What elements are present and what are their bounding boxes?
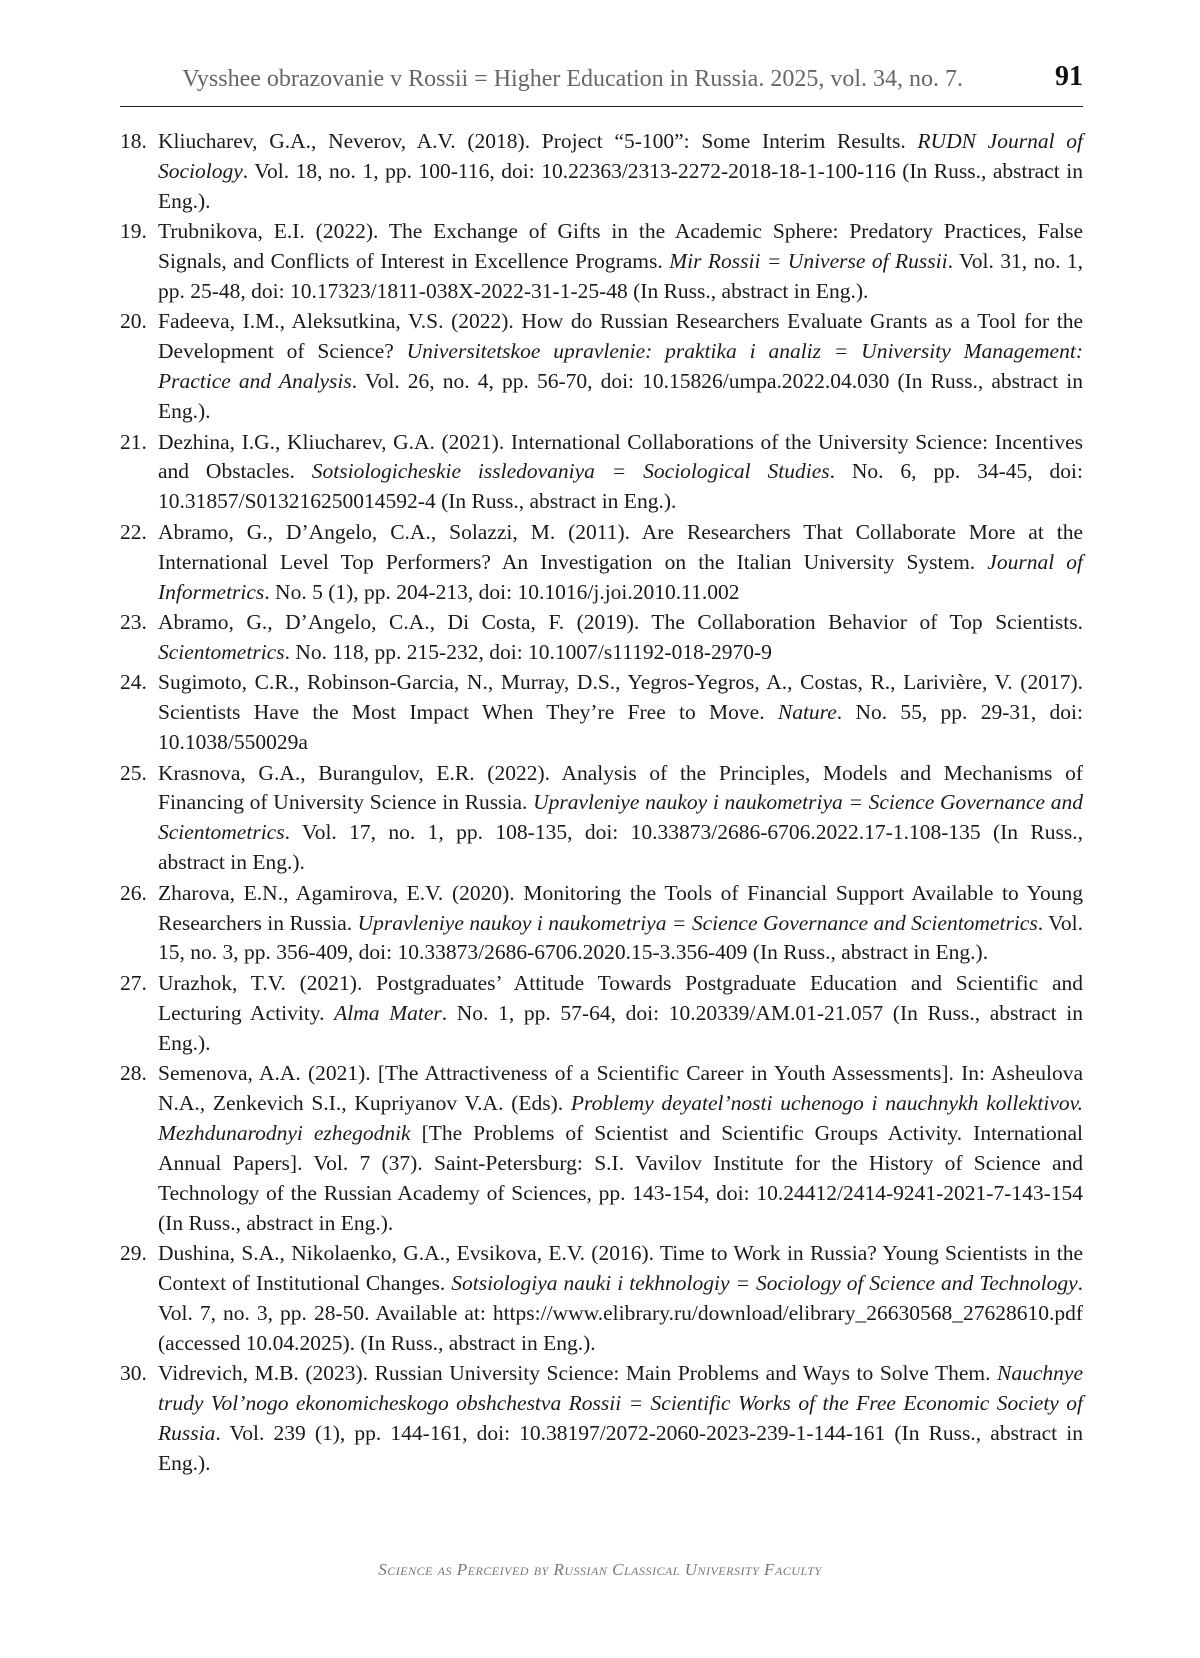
reference-source-title: Sotsiologicheskie issledovaniya = Sociological Studies	[311, 459, 830, 484]
running-header	[120, 58, 1083, 107]
reference-item	[120, 428, 1083, 518]
reference-details: . Vol. 18, no. 1, pp. 100-116, doi: 10.22363/2313-2272-2018-18-1-100-116 (In Russ., abstract in Eng.).	[158, 158, 1083, 213]
reference-details: . No. 55, pp. 29-31, doi: 10.1038/550029a	[158, 700, 1083, 755]
reference-source-title: Mir Rossii = Universe of Russii	[669, 249, 948, 274]
reference-item	[120, 608, 1083, 668]
reference-number: 29.	[120, 1241, 147, 1266]
reference-item	[120, 217, 1083, 307]
reference-item	[120, 1359, 1083, 1479]
reference-item	[120, 759, 1083, 879]
reference-list	[120, 127, 1083, 1479]
reference-number: 28.	[120, 1061, 147, 1086]
reference-text: Vidrevich, M.B. (2023). Russian University Science: Main Problems and Ways to Solve Them.	[158, 1361, 998, 1386]
reference-source-title: Nature	[777, 700, 837, 725]
reference-details: . No. 6, pp. 34-45, doi: 10.31857/S013216250014592-4 (In Russ., abstract in Eng.).	[158, 459, 1083, 514]
reference-text: Zharova, E.N., Agamirova, E.V. (2020). Monitoring the Tools of Financial Support Available to Young Researchers in Russia.	[158, 880, 1083, 935]
reference-number: 21.	[120, 429, 147, 454]
reference-text: Urazhok, T.V. (2021). Postgraduates’ Attitude Towards Postgraduate Education and Scientific and Lecturing Activity.	[158, 970, 1083, 1025]
reference-number: 18.	[120, 129, 147, 153]
reference-source-title: Scientometrics	[158, 639, 285, 664]
reference-item	[120, 518, 1083, 608]
reference-source-title: Universitetskoe upravlenie: praktika i analiz = University Management: Practice and Analysis	[158, 339, 1083, 394]
reference-details: . Vol. 17, no. 1, pp. 108-135, doi: 10.33873/2686-6706.2022.17-1.108-135 (In Russ., abstract in Eng.).	[158, 820, 1083, 875]
reference-text: Kliucharev, G.A., Neverov, A.V. (2018). Project “5-100”: Some Interim Results.	[158, 129, 918, 153]
reference-item	[120, 307, 1083, 427]
reference-item	[120, 879, 1083, 969]
reference-number: 23.	[120, 610, 147, 634]
reference-details: . No. 1, pp. 57-64, doi: 10.20339/AM.01-21.057 (In Russ., abstract in Eng.).	[158, 1000, 1083, 1055]
reference-number: 20.	[120, 309, 147, 334]
reference-details: . Vol. 31, no. 1, pp. 25-48, doi: 10.17323/1811-038X-2022-31-1-25-48 (In Russ., abstract in Eng.).	[158, 249, 1083, 304]
reference-text: Semenova, A.A. (2021). [The Attractiveness of a Scientific Career in Youth Assessments]. In: Asheulova N.A., Zenkevich S.I., Kupriyanov V.A. (Eds).	[158, 1061, 1083, 1115]
reference-source-title: Alma Mater	[334, 1000, 442, 1025]
reference-source-title: Problemy deyatel’nosti uchenogo i nauchnykh kollektivov. Mezhdunarodnyi ezhegodnik	[158, 1091, 1083, 1145]
reference-item	[120, 1239, 1083, 1359]
reference-source-title: RUDN Journal of Sociology	[158, 129, 1083, 183]
reference-details: . No. 5 (1), pp. 204-213, doi: 10.1016/j.joi.2010.11.002	[264, 579, 740, 604]
reference-details: . Vol. 15, no. 3, pp. 356-409, doi: 10.33873/2686-6706.2020.15-3.356-409 (In Russ., abstract in Eng.).	[158, 910, 1083, 965]
reference-item	[120, 1059, 1083, 1238]
reference-source-title: Upravleniye naukoy i naukometriya = Science Governance and Scientometrics	[158, 790, 1083, 845]
reference-text: Dushina, S.A., Nikolaenko, G.A., Evsikova, E.V. (2016). Time to Work in Russia? Young Scientists in the Context of Institutional Changes.	[158, 1241, 1083, 1295]
reference-details: . Vol. 26, no. 4, pp. 56-70, doi: 10.15826/umpa.2022.04.030 (In Russ., abstract in Eng.).	[158, 369, 1083, 424]
reference-text: Trubnikova, E.I. (2022). The Exchange of Gifts in the Academic Sphere: Predatory Practices, False Signals, and Conflicts of Interest in Excellence Programs.	[158, 219, 1083, 274]
reference-text: Dezhina, I.G., Kliucharev, G.A. (2021). International Collaborations of the University Science: Incentives and Obstacles.	[158, 429, 1083, 484]
reference-item	[120, 668, 1083, 758]
reference-number: 27.	[120, 970, 147, 995]
reference-source-title: Upravleniye naukoy i naukometriya = Science Governance and Scientometrics	[357, 910, 1038, 935]
reference-text: Krasnova, G.A., Burangulov, E.R. (2022). Analysis of the Principles, Models and Mechanisms of Financing of University Science in Russia.	[158, 760, 1083, 815]
reference-details: . Vol. 239 (1), pp. 144-161, doi: 10.38197/2072-2060-2023-239-1-144-161 (In Russ., abstract in Eng.).	[158, 1420, 1083, 1475]
reference-text: Abramo, G., D’Angelo, C.A., Di Costa, F. (2019). The Collaboration Behavior of Top Scientists.	[158, 610, 1083, 634]
journal-citation: Vysshee obrazovanie v Rossii = Higher Education in Russia. 2025, vol. 34, no. 7.	[182, 66, 963, 92]
reference-number: 19.	[120, 219, 147, 244]
reference-item	[120, 127, 1083, 217]
reference-item	[120, 969, 1083, 1059]
reference-number: 30.	[120, 1361, 147, 1386]
reference-number: 25.	[120, 760, 147, 785]
reference-details: . No. 118, pp. 215-232, doi: 10.1007/s11192-018-2970-9	[284, 639, 772, 664]
running-footer: Science as Perceived by Russian Classical University Faculty	[378, 1560, 822, 1579]
reference-text: Sugimoto, C.R., Robinson-Garcia, N., Murray, D.S., Yegros-Yegros, A., Costas, R., Larivière, V. (2017). Scientists Have the Most Impact When They’re Free to Move.	[158, 670, 1083, 725]
reference-source-title: Nauchnye trudy Vol’nogo ekonomicheskogo obshchestva Rossii = Scientific Works of the Free Economic Society of Russia	[158, 1361, 1083, 1445]
reference-number: 24.	[120, 670, 147, 695]
reference-source-title: Sotsiologiya nauki i tekhnologiy = Sociology of Science and Technology	[451, 1270, 1078, 1295]
reference-text: Fadeeva, I.M., Aleksutkina, V.S. (2022). How do Russian Researchers Evaluate Grants as a Tool for the Development of Science?	[158, 309, 1083, 364]
reference-details: [The Problems of Scientist and Scientific Groups Activity. International Annual Papers]. Vol. 7 (37). Saint-Petersburg: S.I. Vavilov Institute for the History of Science and Technology of the Russian Academy of Sciences, pp. 143-154, doi: 10.24412/2414-9241-2021-7-143-154 (In Russ., abstract in Eng.).	[158, 1120, 1084, 1235]
reference-text: Abramo, G., D’Angelo, C.A., Solazzi, M. (2011). Are Researchers That Collaborate More at the International Level Top Performers? An Investigation on the Italian University System.	[158, 519, 1083, 574]
reference-number: 26.	[120, 880, 147, 905]
page-number: 91	[1055, 61, 1083, 92]
reference-source-title: Journal of Informetrics	[158, 549, 1083, 604]
reference-number: 22.	[120, 519, 147, 544]
reference-details: . Vol. 7, no. 3, pp. 28-50. Available at: https://www.elibrary.ru/download/elibrary_26630568_27628610.pdf (accessed 10.04.2025). (In Russ., abstract in Eng.).	[158, 1270, 1083, 1355]
